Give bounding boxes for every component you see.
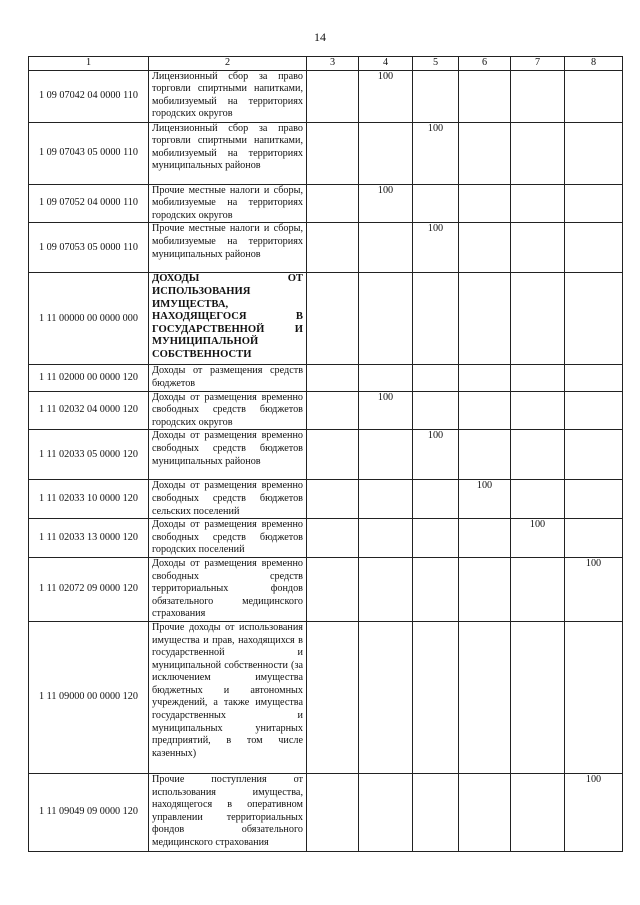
table-row [29, 621, 623, 773]
budget-code: 1 09 07052 04 0000 110 [29, 184, 149, 223]
norm-cell [459, 391, 511, 430]
page-number: 14 [314, 30, 326, 44]
norm-cell [511, 70, 565, 122]
norm-cell [307, 184, 359, 223]
norm-cell [307, 365, 359, 391]
norm-cell [359, 519, 413, 558]
budget-code: 1 09 07043 05 0000 110 [29, 122, 149, 184]
table-body [29, 57, 623, 852]
norm-cell [413, 557, 459, 621]
norm-cell [459, 70, 511, 122]
norm-cell [459, 519, 511, 558]
table-row [29, 184, 623, 223]
norm-cell [307, 122, 359, 184]
budget-code: 1 11 02033 13 0000 120 [29, 519, 149, 558]
norm-cell [413, 480, 459, 519]
norm-cell: 100 [359, 391, 413, 430]
norm-cell [413, 70, 459, 122]
budget-code: 1 11 09049 09 0000 120 [29, 773, 149, 851]
revenue-name: Доходы от размещения временно свободных средств бюджетов городских округов [149, 391, 307, 430]
norm-cell [459, 430, 511, 480]
revenue-name: Доходы от размещения временно свободных средств бюджетов сельских поселений [149, 480, 307, 519]
table-row [29, 273, 623, 365]
norm-cell: 100 [359, 184, 413, 223]
revenue-name: ДОХОДЫ ОТ ИСПОЛЬЗОВАНИЯ ИМУЩЕСТВА, НАХОДЯЩЕГОСЯ В ГОСУДАРСТВЕННОЙ И МУНИЦИПАЛЬНОЙ СОБСТВЕННОСТИ [149, 273, 307, 365]
norm-cell [565, 480, 623, 519]
norm-cell [307, 273, 359, 365]
budget-code: 1 09 07042 04 0000 110 [29, 70, 149, 122]
norm-cell [511, 273, 565, 365]
table-row [29, 519, 623, 558]
norm-cell [511, 391, 565, 430]
norm-cell: 100 [511, 519, 565, 558]
table-row [29, 365, 623, 391]
norm-cell [307, 621, 359, 773]
norm-cell [511, 365, 565, 391]
norm-cell [359, 365, 413, 391]
table-row [29, 223, 623, 273]
budget-code: 1 11 02000 00 0000 120 [29, 365, 149, 391]
norm-cell [307, 557, 359, 621]
norm-cell [307, 430, 359, 480]
norm-cell [359, 621, 413, 773]
norm-cell [307, 480, 359, 519]
budget-code: 1 11 09000 00 0000 120 [29, 621, 149, 773]
norm-cell [459, 122, 511, 184]
budget-code: 1 11 00000 00 0000 000 [29, 273, 149, 365]
norm-cell [307, 70, 359, 122]
norm-cell [511, 773, 565, 851]
norm-cell: 100 [359, 70, 413, 122]
norm-cell [565, 621, 623, 773]
norm-cell [413, 621, 459, 773]
norm-cell [413, 184, 459, 223]
norm-cell [511, 621, 565, 773]
revenue-classification-table [28, 56, 623, 852]
norm-cell [565, 519, 623, 558]
norm-cell [413, 365, 459, 391]
norm-cell [413, 773, 459, 851]
header-cell: 6 [459, 57, 511, 71]
norm-cell: 100 [565, 557, 623, 621]
budget-code: 1 09 07053 05 0000 110 [29, 223, 149, 273]
norm-cell: 100 [565, 773, 623, 851]
revenue-name: Доходы от размещения временно свободных средств бюджетов городских поселений [149, 519, 307, 558]
norm-cell [565, 365, 623, 391]
budget-code: 1 11 02072 09 0000 120 [29, 557, 149, 621]
norm-cell [413, 391, 459, 430]
norm-cell: 100 [413, 122, 459, 184]
norm-cell [565, 430, 623, 480]
revenue-name: Прочие местные налоги и сборы, мобилизуемые на территориях городских округов [149, 184, 307, 223]
norm-cell [359, 773, 413, 851]
norm-cell [459, 773, 511, 851]
norm-cell [307, 519, 359, 558]
norm-cell [413, 273, 459, 365]
revenue-name: Лицензионный сбор за право торговли спиртными напитками, мобилизуемый на территориях муниципальных районов [149, 122, 307, 184]
revenue-name: Прочие местные налоги и сборы, мобилизуемые на территориях муниципальных районов [149, 223, 307, 273]
header-cell: 2 [149, 57, 307, 71]
budget-code: 1 11 02032 04 0000 120 [29, 391, 149, 430]
revenue-name: Прочие поступления от использования имущества, находящегося в оперативном управлении территориальных фондов обязательного медицинского страхования [149, 773, 307, 851]
norm-cell [459, 273, 511, 365]
norm-cell [359, 273, 413, 365]
norm-cell [307, 773, 359, 851]
revenue-name: Доходы от размещения временно свободных средств бюджетов муниципальных районов [149, 430, 307, 480]
revenue-name: Прочие доходы от использования имущества и прав, находящихся в государственной и муниципальной собственности (за исключением имущества бюджетных и автономных учреждений, а также имущества государственных и муниципальных унитарных предприятий, в том числе казенных) [149, 621, 307, 773]
norm-cell [565, 184, 623, 223]
table-row [29, 122, 623, 184]
header-cell: 8 [565, 57, 623, 71]
norm-cell [359, 430, 413, 480]
norm-cell [459, 557, 511, 621]
norm-cell [511, 122, 565, 184]
table-row [29, 70, 623, 122]
norm-cell [459, 184, 511, 223]
norm-cell [459, 365, 511, 391]
norm-cell: 100 [413, 430, 459, 480]
norm-cell [511, 184, 565, 223]
table-row [29, 557, 623, 621]
norm-cell [565, 70, 623, 122]
budget-code: 1 11 02033 10 0000 120 [29, 480, 149, 519]
norm-cell [359, 122, 413, 184]
norm-cell [359, 557, 413, 621]
table-row [29, 773, 623, 851]
header-cell: 1 [29, 57, 149, 71]
norm-cell [307, 223, 359, 273]
norm-cell [511, 480, 565, 519]
table-row [29, 480, 623, 519]
norm-cell [511, 430, 565, 480]
norm-cell [565, 273, 623, 365]
norm-cell [565, 122, 623, 184]
revenue-name: Доходы от размещения средств бюджетов [149, 365, 307, 391]
header-cell: 7 [511, 57, 565, 71]
table-row [29, 391, 623, 430]
table-row [29, 430, 623, 480]
norm-cell [359, 480, 413, 519]
header-cell: 5 [413, 57, 459, 71]
norm-cell [459, 621, 511, 773]
header-cell: 3 [307, 57, 359, 71]
norm-cell [565, 223, 623, 273]
revenue-name: Доходы от размещения временно свободных средств территориальных фондов обязательного медицинского страхования [149, 557, 307, 621]
header-cell: 4 [359, 57, 413, 71]
norm-cell: 100 [459, 480, 511, 519]
norm-cell [565, 391, 623, 430]
revenue-name: Лицензионный сбор за право торговли спиртными напитками, мобилизуемый на территориях городских округов [149, 70, 307, 122]
budget-code: 1 11 02033 05 0000 120 [29, 430, 149, 480]
norm-cell [511, 223, 565, 273]
norm-cell: 100 [413, 223, 459, 273]
norm-cell [459, 223, 511, 273]
header-row [29, 57, 623, 71]
norm-cell [511, 557, 565, 621]
norm-cell [359, 223, 413, 273]
norm-cell [413, 519, 459, 558]
norm-cell [307, 391, 359, 430]
